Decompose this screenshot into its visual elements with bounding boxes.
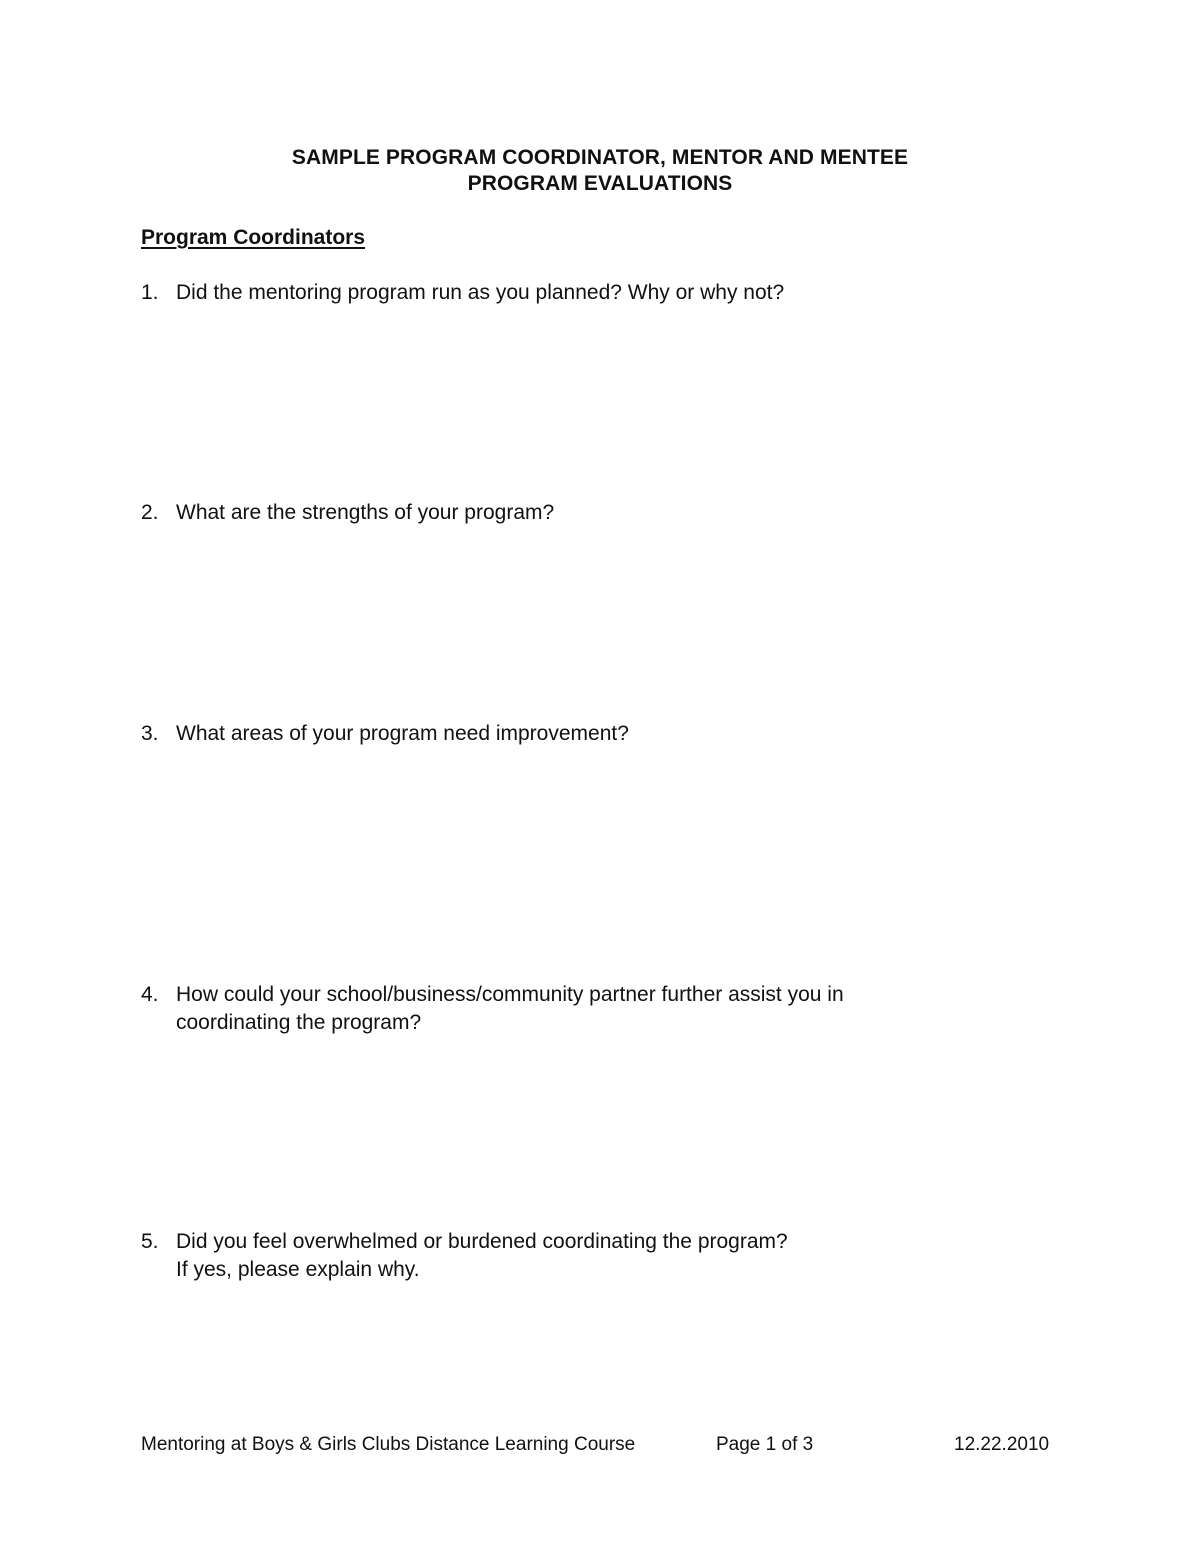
question-line: coordinating the program? <box>176 1011 422 1034</box>
question-text <box>176 279 1036 307</box>
question-text <box>176 981 1036 1037</box>
document-title-line1: SAMPLE PROGRAM COORDINATOR, MENTOR AND MENTEE <box>291 146 909 169</box>
question-number: 3. <box>141 722 159 745</box>
question-line: How could your school/business/community partner further assist you in <box>176 983 844 1006</box>
footer-date: 12.22.2010 <box>954 1434 1050 1455</box>
question-number: 5. <box>141 1230 159 1253</box>
section-heading-program-coordinators: Program Coordinators <box>141 226 366 249</box>
question-line: Did the mentoring program run as you planned? Why or why not? <box>176 281 785 304</box>
footer-page-number: Page 1 of 3 <box>716 1434 814 1455</box>
question-line: What are the strengths of your program? <box>176 501 555 524</box>
question-line: What areas of your program need improvement? <box>176 722 629 745</box>
question-number: 1. <box>141 281 159 304</box>
question-text <box>176 499 1036 527</box>
document-title-line2: PROGRAM EVALUATIONS <box>467 172 733 195</box>
question-line: If yes, please explain why. <box>176 1258 420 1281</box>
question-number: 2. <box>141 501 159 524</box>
question-text <box>176 720 1036 748</box>
question-number: 4. <box>141 983 159 1006</box>
question-line: Did you feel overwhelmed or burdened coordinating the program? <box>176 1230 788 1253</box>
footer-course-name: Mentoring at Boys & Girls Clubs Distance Learning Course <box>141 1434 636 1455</box>
question-text <box>176 1228 1036 1284</box>
